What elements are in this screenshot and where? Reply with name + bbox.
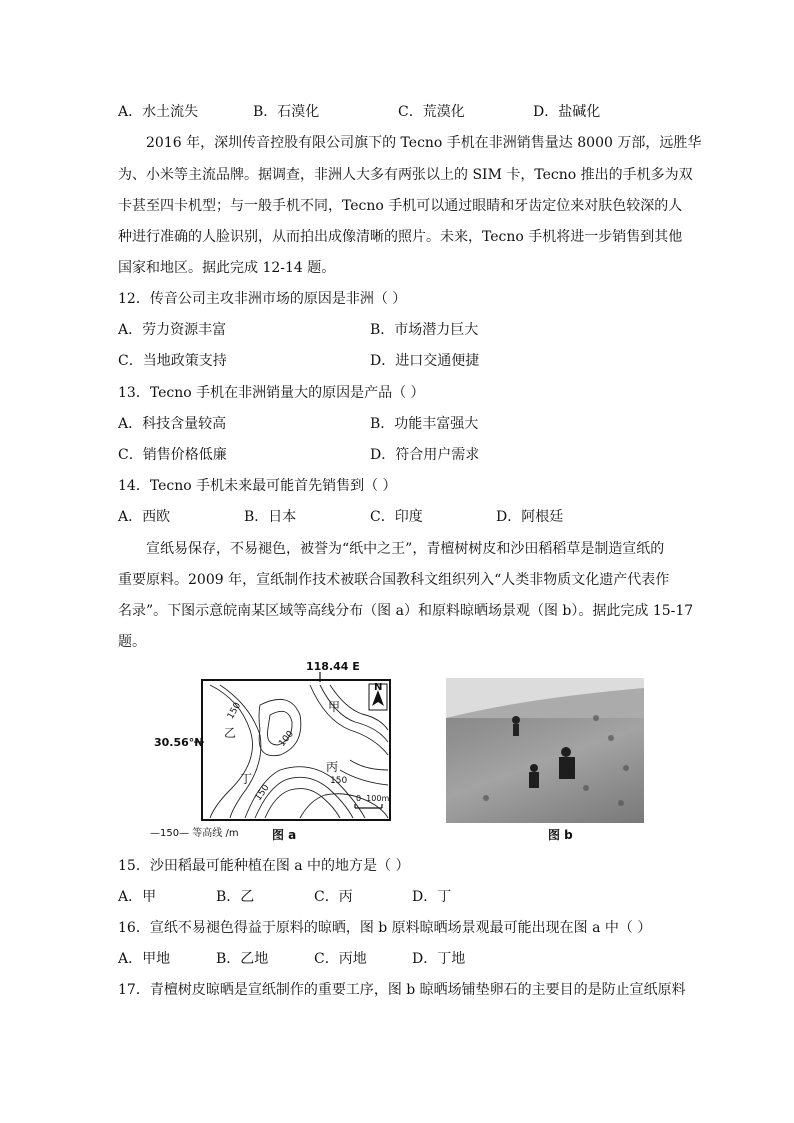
passage2-line-4: 题。: [118, 634, 146, 650]
photo-illustration: [446, 678, 644, 823]
q17-stem: 17．青檀树皮晾晒是宣纸制作的重要工序，图 b 晾晒场铺垫卵石的主要目的是防止宣纸原料: [118, 982, 686, 998]
passage1-line-1: 2016 年，深圳传音控股有限公司旗下的 Tecno 手机在非洲销售量达 8000 万部，远胜华: [146, 135, 702, 151]
option-b: B．石漠化: [253, 104, 320, 120]
q15-stem: 15．沙田稻最可能种植在图 a 中的地方是（ ）: [118, 858, 410, 874]
option-d: D．丁: [412, 889, 452, 905]
contour-value-150a: 150: [225, 701, 244, 721]
passage1-line-2: 为、小米等主流品牌。据调查，非洲人大多有两张以上的 SIM 卡，Tecno 推出的手机多为双: [118, 167, 693, 183]
contour-value-100: 100: [277, 729, 296, 749]
option-b: B．功能丰富强大: [370, 416, 479, 432]
option-d: D．阿根廷: [496, 509, 564, 525]
north-label: N: [374, 682, 383, 693]
q12-options-row2: [118, 351, 694, 371]
place-label-bing: 丙: [326, 760, 339, 774]
longitude-label: 118.44 E: [306, 660, 360, 673]
figure-b-caption: 图 b: [548, 828, 573, 842]
option-d: D．进口交通便捷: [370, 353, 480, 369]
scale-label: 0 100m: [356, 794, 390, 803]
figure-group: [150, 660, 650, 845]
q13-stem: 13．Tecno 手机在非洲销量大的原因是产品（ ）: [118, 385, 425, 401]
option-d: D．盐碱化: [533, 104, 601, 120]
passage1-line-4: 种进行准确的人脸识别，从而拍出成像清晰的照片。未来，Tecno 手机将进一步销售到其他: [118, 229, 683, 245]
latitude-label: 30.56°N: [154, 736, 204, 749]
drying-field-photo: [446, 678, 644, 823]
q11-options: [118, 102, 694, 122]
option-b: B．乙地: [216, 951, 269, 967]
passage2-line-3: 名录”。下图示意皖南某区域等高线分布（图 a）和原料晾晒场景观（图 b）。据此完成 15-17: [118, 603, 694, 619]
option-a: A．科技含量较高: [118, 416, 227, 432]
option-c: C．丙: [314, 889, 353, 905]
option-c: C．销售价格低廉: [118, 447, 227, 463]
q14-stem: 14．Tecno 手机未来最可能首先销售到（ ）: [118, 478, 397, 494]
option-a: A．西欧: [118, 509, 171, 525]
q16-options: [118, 949, 694, 969]
place-label-ding: 丁: [240, 772, 253, 786]
option-a: A．水土流失: [118, 104, 199, 120]
passage1-line-3: 卡甚至四卡机型；与一般手机不同，Tecno 手机可以通过眼睛和牙齿定位来对肤色较深的人: [118, 198, 683, 214]
option-b: B．日本: [244, 509, 297, 525]
option-b: B．乙: [216, 889, 255, 905]
q16-stem: 16．宣纸不易褪色得益于原料的晾晒，图 b 原料晾晒场景观最可能出现在图 a 中（ ）: [118, 920, 652, 936]
q13-options-row1: [118, 414, 694, 434]
passage2-line-1: 宣纸易保存，不易褪色，被誉为“纸中之王”，青檀树树皮和沙田稻稻草是制造宣纸的: [146, 541, 665, 557]
option-c: C．当地政策支持: [118, 353, 227, 369]
place-label-yi: 乙: [224, 726, 237, 740]
passage1-line-5: 国家和地区。据此完成 12-14 题。: [118, 260, 336, 276]
place-label-jia: 甲: [328, 700, 341, 714]
option-a: A．甲: [118, 889, 157, 905]
option-c: C．荒漠化: [398, 104, 465, 120]
contour-value-150c: 150: [253, 783, 272, 803]
legend-label: —150— 等高线 /m: [150, 828, 239, 839]
option-d: D．符合用户需求: [370, 447, 480, 463]
option-c: C．印度: [370, 509, 423, 525]
passage2-line-2: 重要原料。2009 年，宣纸制作技术被联合国教科文组织列入“人类非物质文化遗产代表作: [118, 572, 670, 588]
option-d: D．丁地: [412, 951, 466, 967]
option-a: A．甲地: [118, 951, 171, 967]
q12-stem: 12．传音公司主攻非洲市场的原因是非洲（ ）: [118, 291, 407, 307]
q13-options-row2: [118, 445, 694, 465]
q14-options: [118, 507, 694, 527]
q15-options: [118, 887, 694, 907]
contour-value-150b: 150: [330, 776, 348, 786]
option-c: C．丙地: [314, 951, 367, 967]
q12-options-row1: [118, 320, 694, 340]
option-a: A．劳力资源丰富: [118, 322, 227, 338]
option-b: B．市场潜力巨大: [370, 322, 479, 338]
figure-a-caption: 图 a: [272, 828, 297, 842]
